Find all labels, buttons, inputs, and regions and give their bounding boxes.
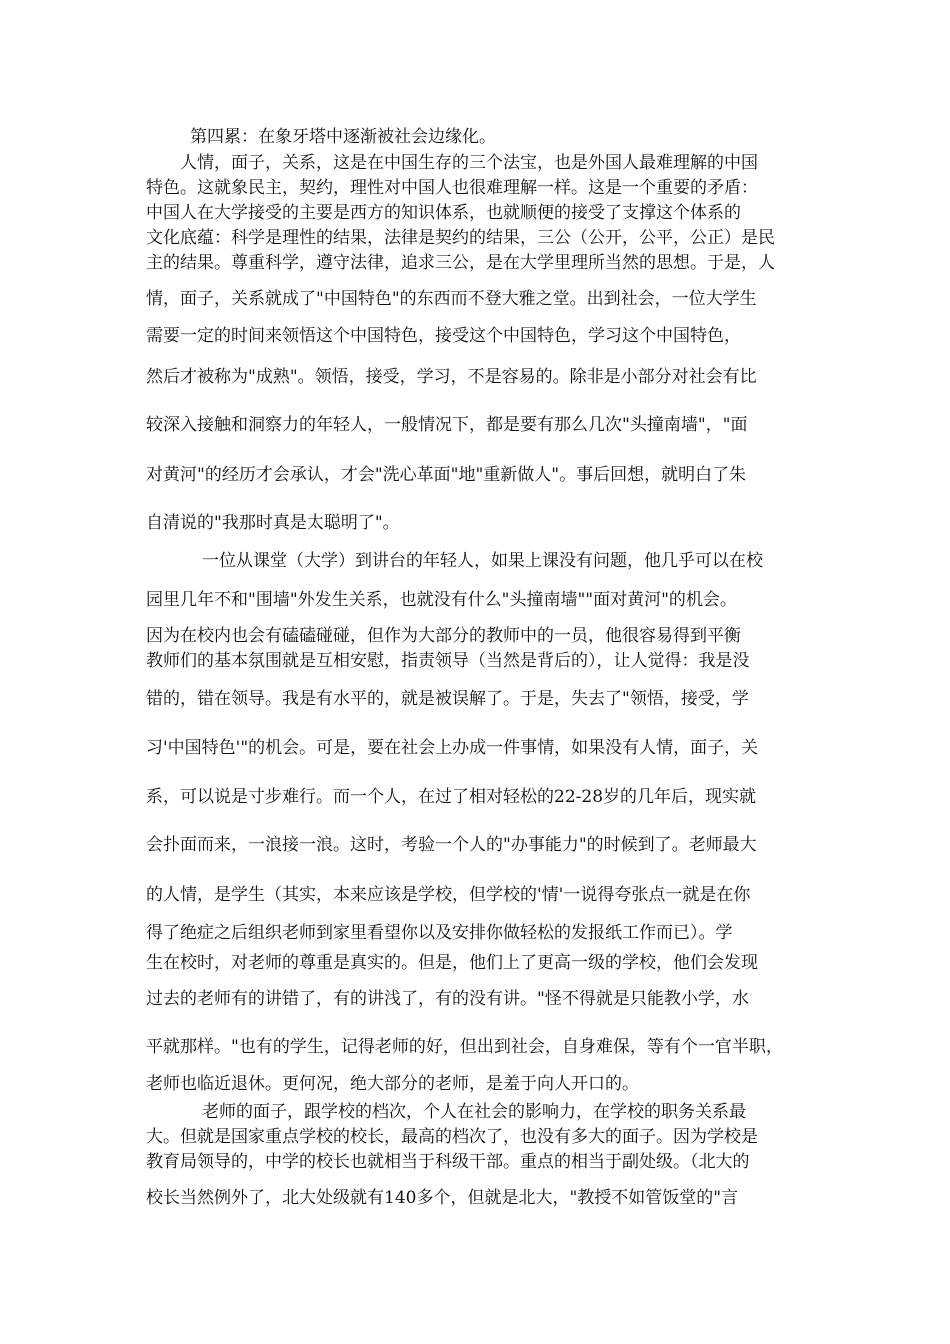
text-line: 中国人在大学接受的主要是西方的知识体系，也就顺便的接受了支撑这个体系的	[146, 203, 741, 223]
text-line: 特色。这就象民主，契约，理性对中国人也很难理解一样。这是一个重要的矛盾：	[146, 178, 758, 198]
heading-line: 第四累：在象牙塔中逐渐被社会边缘化。	[190, 127, 496, 147]
text-line: 教育局领导的，中学的校长也就相当于科级干部。重点的相当于副处级。（北大的	[146, 1152, 750, 1172]
text-line: 主的结果。尊重科学，遵守法律，追求三公，是在大学里理所当然的思想。于是，人	[146, 253, 775, 273]
text-line: 园里几年不和"围墙"外发生关系，也就没有什么"头撞南墙""面对黄河"的机会。	[146, 590, 737, 610]
text-line: 文化底蕴：科学是理性的结果，法律是契约的结果，三公（公开，公平，公正）是民	[146, 228, 775, 248]
text-line: 人情，面子，关系，这是在中国生存的三个法宝，也是外国人最难理解的中国	[180, 153, 758, 173]
text-line: 平就那样。"也有的学生，记得老师的好，但出到社会，自身难保，等有个一官半职，	[146, 1037, 783, 1057]
text-line: 校长当然例外了，北大处级就有140多个，但就是北大，"教授不如管饭堂的"言	[146, 1188, 739, 1208]
text-line: 系，可以说是寸步难行。而一个人，在过了相对轻松的22-28岁的几年后，现实就	[146, 787, 757, 807]
text-line: 大。但就是国家重点学校的校长，最高的档次了，也没有多大的面子。因为学校是	[146, 1127, 758, 1147]
text-line: 情，面子，关系就成了"中国特色"的东西而不登大雅之堂。出到社会，一位大学生	[146, 289, 757, 309]
text-line: 然后才被称为"成熟"。领悟，接受，学习，不是容易的。除非是小部分对社会有比	[146, 367, 757, 387]
text-line: 会扑面而来，一浪接一浪。这时，考验一个人的"办事能力"的时候到了。老师最大	[146, 835, 757, 855]
text-line: 的人情，是学生（其实，本来应该是学校，但学校的'情'一说得夸张点一就是在你	[146, 885, 751, 905]
text-line: 对黄河"的经历才会承认，才会"洗心革面"地"重新做人"。事后回想，就明白了朱	[146, 465, 747, 485]
text-line: 过去的老师有的讲错了，有的讲浅了，有的没有讲。"怪不得就是只能教小学，水	[146, 989, 749, 1009]
text-line: 一位从课堂（大学）到讲台的年轻人，如果上课没有问题，他几乎可以在校	[202, 551, 763, 571]
text-line: 教师们的基本氛围就是互相安慰，指责领导（当然是背后的），让人觉得：我是没	[146, 651, 750, 671]
text-line: 得了绝症之后组织老师到家里看望你以及安排你做轻松的发报纸工作而已）。学	[146, 923, 733, 943]
text-line: 习'中国特色'"的机会。可是，要在社会上办成一件事情，如果没有人情，面子，关	[146, 738, 759, 758]
text-line: 生在校时，对老师的尊重是真实的。但是，他们上了更高一级的学校，他们会发现	[146, 953, 758, 973]
text-line: 错的，错在领导。我是有水平的，就是被误解了。于是，失去了"领悟，接受，学	[146, 689, 749, 709]
text-line: 较深入接触和洞察力的年轻人，一般情况下，都是要有那么几次"头撞南墙"，"面	[146, 415, 748, 435]
text-line: 需要一定的时间来领悟这个中国特色，接受这个中国特色，学习这个中国特色，	[146, 326, 741, 346]
text-line: 老师也临近退休。更何况，绝大部分的老师，是羞于向人开口的。	[146, 1074, 639, 1094]
text-line: 因为在校内也会有磕磕碰碰，但作为大部分的教师中的一员，他很容易得到平衡	[146, 626, 741, 646]
text-line: 老师的面子，跟学校的档次，个人在社会的影响力，在学校的职务关系最	[202, 1102, 746, 1122]
text-line: 自清说的"我那时真是太聪明了"。	[146, 513, 400, 533]
